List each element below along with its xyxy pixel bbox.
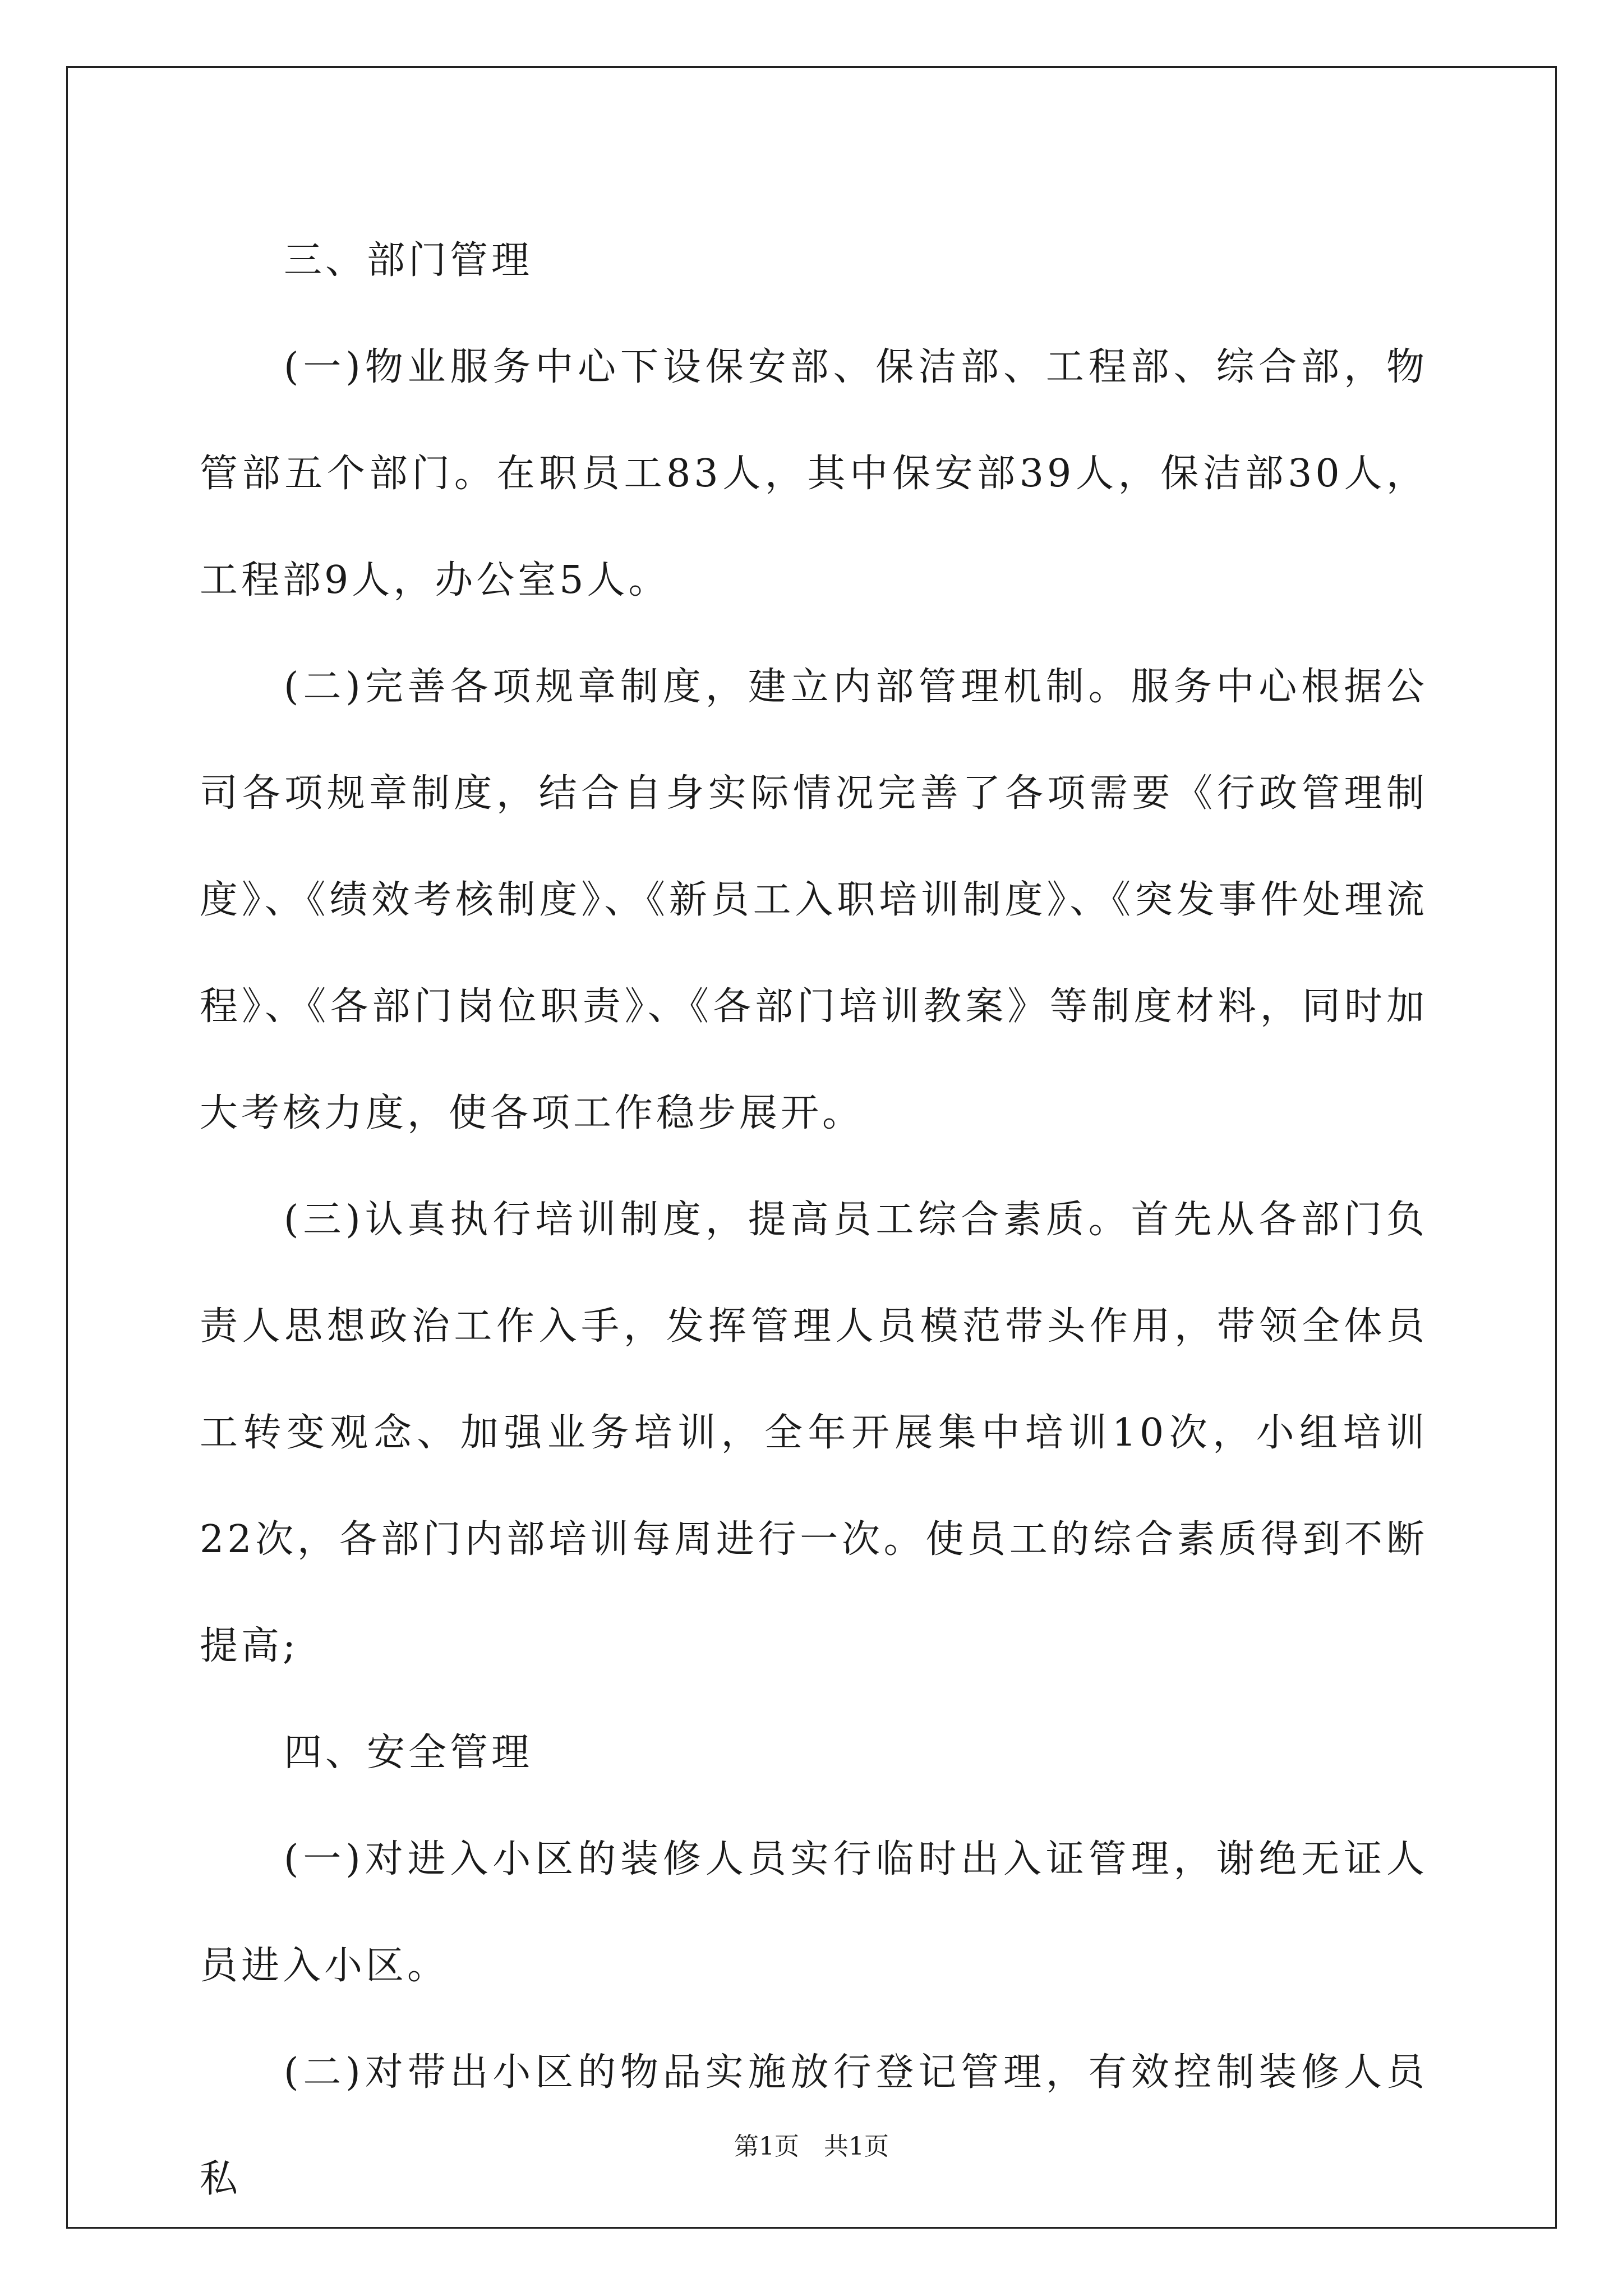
section-heading: 三、部门管理	[284, 238, 533, 283]
paragraph: (一)对进入小区的装修人员实行临时出入证管理，谢绝无证人员进入小区。	[200, 1837, 1428, 1988]
paragraph: (三)认真执行培训制度，提高员工综合素质。首先从各部门负责人思想政治工作入手，发挥管理人员模范带头作用，带领全体员工转变观念、加强业务培训，全年开展集中培训10次，小组培训22次，各部门内部培训每周进行一次。使员工的综合素质得到不断提高;	[200, 1198, 1428, 1668]
paragraph: (二)对带出小区的物品实施放行登记管理，有效控制装修人员私	[200, 2050, 1428, 2201]
document-body	[200, 208, 1428, 2233]
paragraph: (一)物业服务中心下设保安部、保洁部、工程部、综合部，物管部五个部门。在职员工83人，其中保安部39人，保洁部30人，工程部9人，办公室5人。	[200, 345, 1428, 602]
page-footer: 第1页 共1页	[734, 2132, 889, 2161]
section-heading: 四、安全管理	[284, 1731, 533, 1775]
paragraph: (二)完善各项规章制度，建立内部管理机制。服务中心根据公司各项规章制度，结合自身实际情况完善了各项需要《行政管理制度》、《绩效考核制度》、《新员工入职培训制度》、《突发事件处理流程》、《各部门岗位职责》、《各部门培训教案》等制度材料，同时加大考核力度，使各项工作稳步展开。	[200, 665, 1428, 1135]
